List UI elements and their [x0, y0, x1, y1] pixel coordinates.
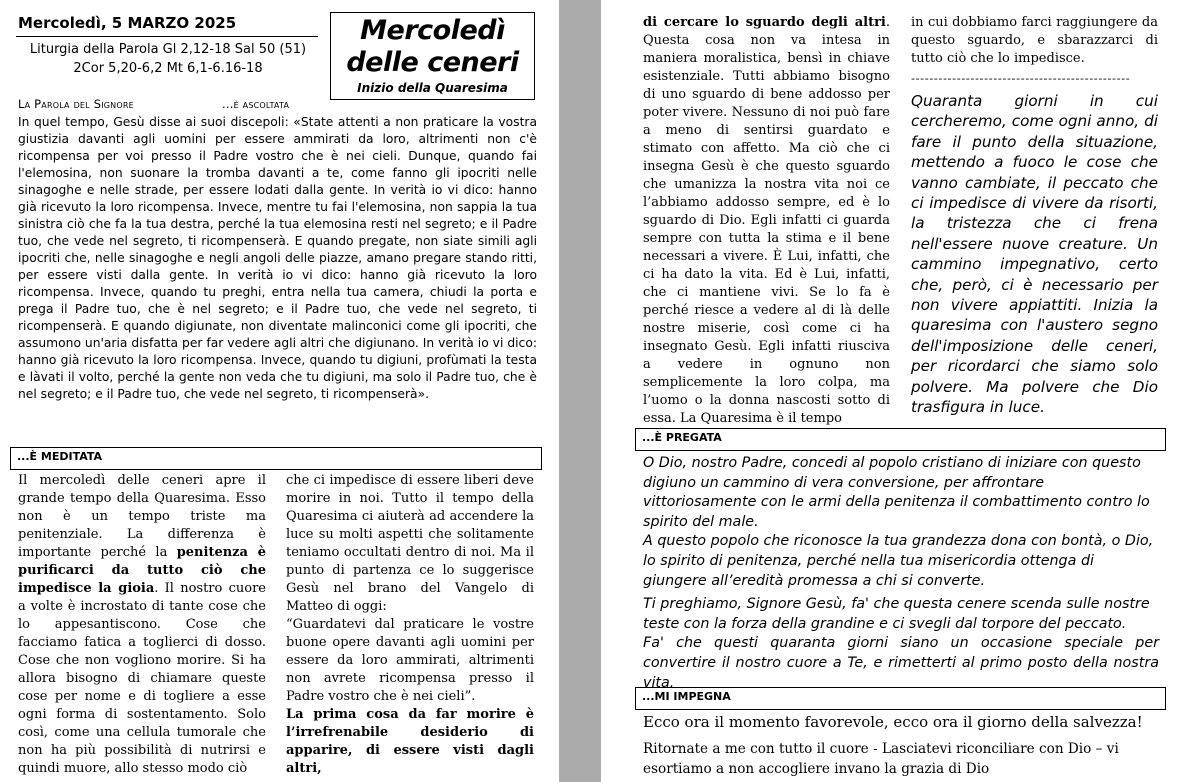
- prayer-paragraph-3: Ti preghiamo, Signore Gesù, fa' che questa cenere scenda sulle nostre teste con la forza della grandine e ci svegli dal torpore del peccato.: [643, 596, 1150, 632]
- liturgy-readings: [16, 40, 320, 78]
- right-column-1-bold: di cercare lo sguardo degli altri: [643, 15, 886, 30]
- quaresima-quote: Quaranta giorni in cui cercheremo, come ogni anno, di fare il punto della situazione, mettendo a fuoco le cose che vanno cambiate, il peccato che ci impedisce di vivere da risorti, la tristezza che ci frena nell'essere nuove creature. Un cammino impegnativo, certo che, però, ci è necessario per non vivere appiattiti. Inizia la quaresima con l'austero segno dell'imposizione delle ceneri, per ricordarci che siamo solo polvere. Ma polvere che Dio trasfigura in luce.: [911, 92, 1158, 417]
- dashed-separator: ------------------------------------------------: [911, 72, 1131, 85]
- prayer-paragraph-4: Fa' che questi quaranta giorni siano un occasione speciale per convertire il nostro cuore a Te, e rimetterti al primo posto della nostra vita.: [643, 635, 1159, 691]
- commitment-line-2: Ritornate a me con tutto il cuore - Lasciatevi riconciliare con Dio – vi esortiamo a non accogliere invano la grazia di Dio: [643, 741, 1119, 777]
- meditation-quote: “Guardatevi dal praticare le vostre buone opere davanti agli uomini per essere da loro ammirati, altrimenti non avrete ricompensa presso il Padre vostro che è nei cieli”.: [286, 617, 534, 704]
- prayed-label-box: [635, 428, 1166, 451]
- title-box: [330, 12, 535, 100]
- meditated-label: ...È MEDITATA: [17, 450, 103, 463]
- heard-label: ...è ascoltata: [222, 97, 290, 111]
- right-page: [601, 0, 1179, 782]
- prayer-paragraph-1: O Dio, nostro Padre, concedi al popolo cristiano di iniziare con questo digiuno un cammino di vera conversione, per affrontare vittoriosamente con le armi della penitenza il combattimento contro lo spirito del male.: [643, 455, 1150, 530]
- liturgy-line-1: Liturgia della Parola Gl 2,12-18 Sal 50 (51): [29, 42, 307, 57]
- meditation-text-2a: che ci impedisce di essere liberi deve morire in noi. Tutto il tempo della Quaresima ci aiuterà ad accendere la luce su molti aspetti che solitamente teniamo occultati dentro di noi. Ma il punto di partenza ce lo suggerisce Gesù nel brano del Vangelo di Matteo di oggi:: [286, 473, 534, 614]
- right-column-1: [643, 14, 890, 428]
- right-column-1-text: . Questa cosa non va intesa in maniera moralistica, bensì in chiave esistenziale. Tutti abbiamo bisogno di uno sguardo di bene addosso per poter vivere. Nessuno di noi può fare a meno di sentirsi guardato e stimato con affetto. Ma ciò che ci insegna Gesù è che questo sguardo che umanizza la nostra vita noi ce l’abbiamo addosso sempre, ed è lo sguardo di Dio. Egli infatti ci guarda sempre con tutta la stima e il bene necessari a vivere. È Lui, infatti, che ci ha dato la vita. Ed è Lui, infatti, che ci mantiene vivi. Se lo fa è perché riesce a vedere al di là delle nostre miserie, così come ci ha insegnato Gesù. Egli infatti riusciva a vedere in ognuno non semplicemente la loro colpa, ma l’uomo o la donna nascosti sotto di essa. La Quaresima è il tempo: [643, 15, 890, 426]
- commit-label-box: [635, 687, 1166, 710]
- prayer-paragraph-2: A questo popolo che riconosce la tua grandezza dona con bontà, o Dio, lo spirito di penitenza, perché nella tua misericordia ottenga di giungere all’eredità promessa a chi si converte.: [643, 533, 1154, 589]
- right-column-2: [911, 14, 1158, 418]
- commitment-line-1: Ecco ora il momento favorevole, ecco ora il giorno della salvezza!: [643, 713, 1143, 731]
- header-rule: [16, 36, 318, 37]
- word-label: La Parola del Signore: [18, 97, 134, 111]
- gospel-text: In quel tempo, Gesù disse ai suoi discepoli: «State attenti a non praticare la vostra giustizia davanti agli uomini per essere ammirati da loro, altrimenti non c'è ricompensa per voi presso il Padre vostro che è nei cieli. Dunque, quando fai l'elemosina, non suonare la tromba davanti a te, come fanno gli ipocriti nelle sinagoghe e nelle strade, per essere lodati dalla gente. In verità io vi dico: hanno già ricevuto la loro ricompensa. Invece, mentre tu fai l'elemosina, non sappia la tua sinistra ciò che fa la tua destra, perché la tua elemosina resti nel segreto; e il Padre tuo, che vede nel segreto, ti ricompenserà. E quando pregate, non siate simili agli ipocriti che, nelle sinagoghe e negli angoli delle piazze, amano pregare stando ritti, per essere visti dalla gente. In verità io vi dico: hanno già ricevuto la loro ricompensa. Invece, quando tu preghi, entra nella tua camera, chiudi la porta e prega il Padre tuo, che è nel segreto; e il Padre tuo, che vede nel segreto, ti ricompenserà. E quando digiunate, non diventate malinconici come gli ipocriti, che assumono un'aria disfatta per far vedere agli altri che digiunano. In verità io vi dico: hanno già ricevuto la loro ricompensa. Invece, quando tu digiuni, profùmati la testa e làvati il volto, perché la gente non veda che tu digiuni, ma solo il Padre tuo, che è nel segreto; e il Padre tuo, che vede nel segreto, ti ricompenserà».: [18, 115, 537, 401]
- meditation-text-1a: Il mercoledì delle ceneri apre il grande tempo della Quaresima. Esso non è un tempo triste ma penitenziale. La differenza è importante perché la: [18, 473, 266, 560]
- title-line-1: Mercoledì: [360, 15, 505, 46]
- date-heading: Mercoledì, 5 MARZO 2025: [18, 14, 237, 32]
- right-column-2-text: in cui dobbiamo farci raggiungere da questo sguardo, e sbarazzarci di tutto ciò che lo impedisce.: [911, 15, 1158, 66]
- prayer-block: [643, 454, 1159, 693]
- left-page: [0, 0, 559, 782]
- meditated-label-box: [10, 447, 542, 470]
- meditation-text-1b: . Il nostro cuore a volte è incrostato di tante cose che lo appesantiscono. Cose che facciamo fatica a toglierci di dosso. Cose che non vogliono morire. Si ha allora bisogno di chiamare queste cose per nome e di togliere a esse ogni forma di sostentamento. Solo così, come una cellula tumorale che non ha più possibilità di nutrirsi e quindi muore, allo stesso modo ciò: [18, 581, 266, 776]
- meditation-bold-2: [286, 706, 534, 778]
- meditation-column-1: [18, 472, 266, 778]
- meditation-column-2: [286, 472, 534, 778]
- prayed-label: ...È PREGATA: [642, 431, 722, 444]
- meditation-bold-2-text: La prima cosa da far morire è l’irrefrenabile desiderio di apparire, di essere visti dagli altri,: [286, 707, 534, 776]
- liturgy-line-2: 2Cor 5,20-6,2 Mt 6,1-6.16-18: [73, 61, 263, 76]
- title-subtitle: Inizio della Quaresima: [357, 81, 508, 95]
- title-line-2: delle ceneri: [346, 47, 519, 78]
- commit-label: ...MI IMPEGNA: [642, 690, 731, 703]
- meditation-bold-1: penitenza è purificarci da tutto ciò che impedisce la gioia: [18, 545, 266, 596]
